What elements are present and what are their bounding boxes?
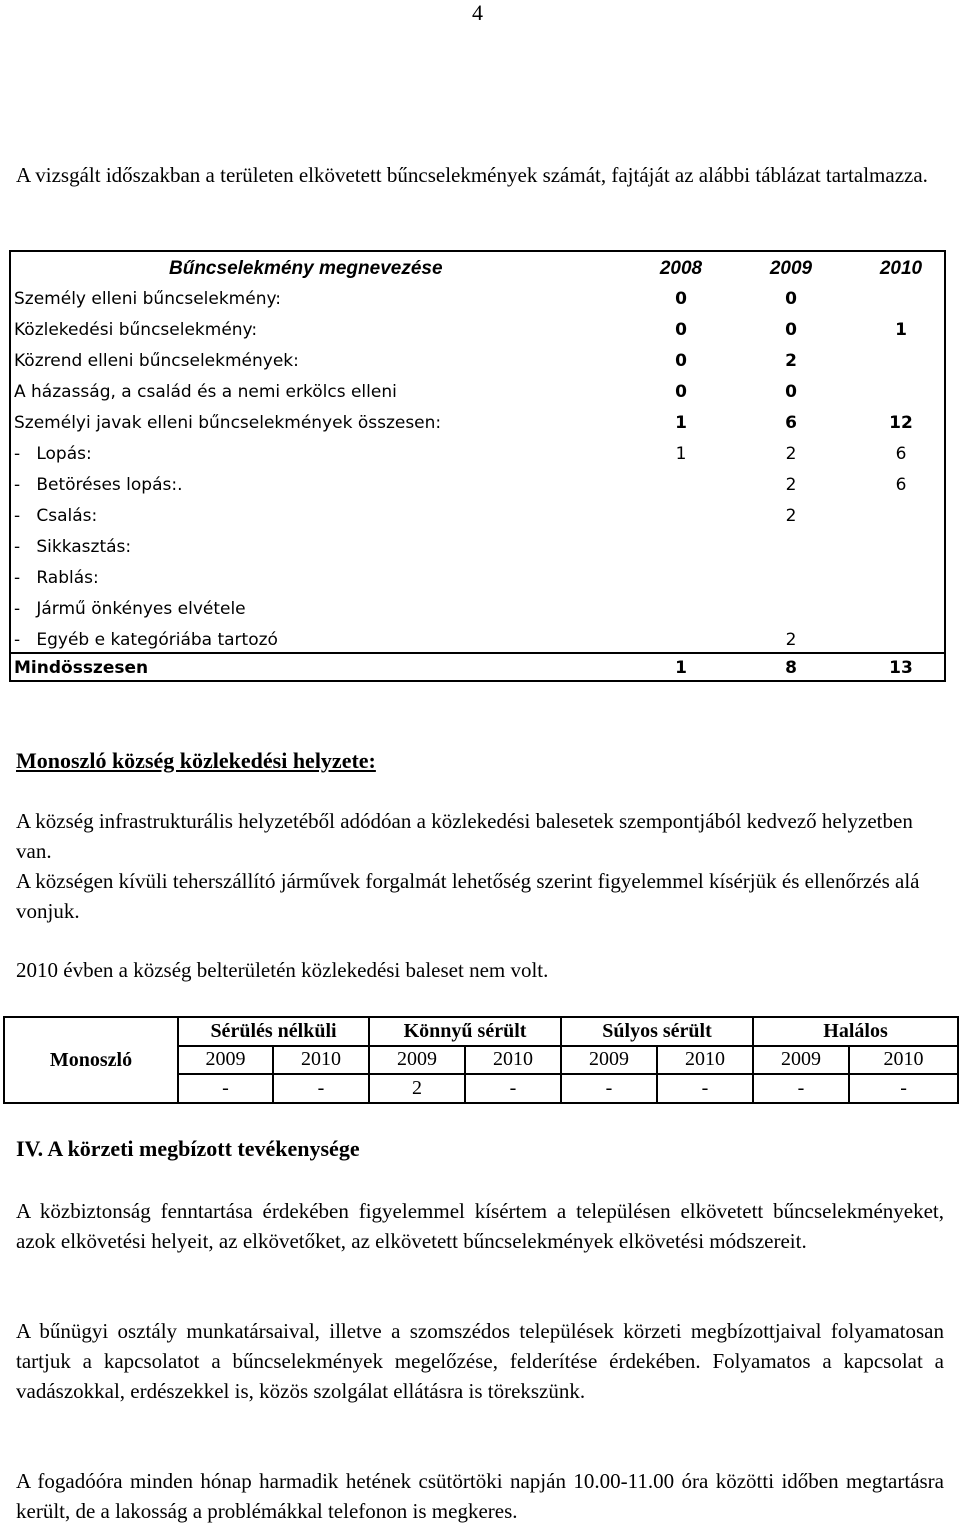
table-row — [11, 377, 944, 408]
row-name: - Egyéb e kategóriába tartozó — [14, 630, 278, 650]
table-row — [11, 346, 944, 377]
row-value-2008: 0 — [675, 351, 687, 371]
row-name: Közlekedési bűncselekmény: — [14, 320, 258, 340]
row-value-2010: 1 — [895, 320, 907, 340]
table-header-row — [11, 253, 944, 284]
value-cell: - — [561, 1074, 657, 1103]
row-name: - Jármű önkényes elvétele — [14, 599, 246, 619]
section-iv-paragraph-1: A közbiztonság fenntartása érdekében figyelemmel kísértem a településen elkövetett bűncselekményeket, azok elkövetési helyeit, az elkövetőket, az elkövetett bűncselekmények elkövetési módszereit. — [16, 1199, 944, 1253]
row-value-2008: 0 — [675, 289, 687, 309]
group-no-injury: Sérülés nélküli — [178, 1017, 369, 1046]
value-cell: - — [178, 1074, 273, 1103]
row-value-2008: 1 — [675, 413, 687, 433]
section-iv-paragraph-2: A bűnügyi osztály munkatársaival, illetve a szomszédos települések körzeti megbízottjaival folyamatosan tartjuk a kapcsolatot a bűncselekmények megelőzése, felderítése érdekében. Folyamatos a kapcsolat a vadászokkal, erdészekkel is, közös szolgálat ellátásra is törekszünk. — [16, 1319, 944, 1403]
year-cell: 2010 — [849, 1046, 958, 1075]
accident-table — [3, 1016, 959, 1104]
table-row — [11, 501, 944, 532]
row-value-2009: 2 — [785, 506, 797, 526]
table-row — [11, 594, 944, 625]
row-value-2009: 0 — [785, 382, 797, 402]
row-name: Személy elleni bűncselekmény: — [14, 289, 282, 309]
table-row — [11, 470, 944, 501]
year-cell: 2010 — [273, 1046, 369, 1075]
row-value-2010: 6 — [895, 444, 907, 464]
year-cell: 2009 — [561, 1046, 657, 1075]
value-cell: - — [273, 1074, 369, 1103]
value-cell: - — [849, 1074, 958, 1103]
total-label: Mindösszesen — [14, 658, 149, 678]
row-name: Személyi javak elleni bűncselekmények összesen: — [14, 413, 442, 433]
header-year-2009: 2009 — [769, 258, 813, 279]
row-name: - Betöréses lopás:. — [14, 475, 183, 495]
accident-row-label: Monoszló — [4, 1017, 178, 1103]
section-iv-heading: IV. A körzeti megbízott tevékenysége — [16, 1136, 360, 1161]
traffic-paragraph-1: A község infrastrukturális helyzetéből adódóan a közlekedési balesetek szempontjából kedvező helyzetben van. — [16, 809, 913, 863]
row-value-2009: 2 — [785, 630, 797, 650]
table-row — [11, 532, 944, 563]
table-total-row — [11, 652, 944, 683]
row-value-2008: 1 — [675, 444, 687, 464]
year-cell: 2010 — [465, 1046, 561, 1075]
row-value-2008: 0 — [675, 382, 687, 402]
traffic-heading: Monoszló község közlekedési helyzete: — [16, 748, 376, 773]
header-year-2010: 2010 — [879, 258, 923, 279]
section-iv-paragraph-3: A fogadóóra minden hónap harmadik hetének csütörtöki napján 10.00-11.00 óra közötti időben megtartásra került, de a lakosság a problémákkal telefonon is megkeres. — [16, 1469, 944, 1523]
table-row — [11, 563, 944, 594]
total-2010: 13 — [889, 658, 913, 678]
year-cell: 2009 — [753, 1046, 849, 1075]
intro-paragraph: A vizsgált időszakban a területen elkövetett bűncselekmények számát, fajtáját az alábbi táblázat tartalmazza. — [16, 163, 928, 187]
row-name: - Lopás: — [14, 444, 92, 464]
group-fatal: Halálos — [753, 1017, 958, 1046]
row-name: Közrend elleni bűncselekmények: — [14, 351, 299, 371]
row-value-2009: 0 — [785, 289, 797, 309]
table-row — [11, 284, 944, 315]
page-number: 4 — [472, 0, 483, 25]
header-crime-name: Bűncselekmény megnevezése — [169, 258, 443, 279]
table-row — [11, 439, 944, 470]
table-row — [11, 408, 944, 439]
row-value-2008: 0 — [675, 320, 687, 340]
table-row — [11, 315, 944, 346]
total-2008: 1 — [675, 658, 687, 678]
header-year-2008: 2008 — [659, 258, 703, 279]
row-value-2009: 6 — [785, 413, 797, 433]
row-value-2009: 2 — [785, 444, 797, 464]
total-2009: 8 — [785, 658, 797, 678]
value-cell: - — [465, 1074, 561, 1103]
row-name: - Csalás: — [14, 506, 98, 526]
row-value-2009: 2 — [785, 351, 797, 371]
year-cell: 2010 — [657, 1046, 753, 1075]
value-cell: - — [657, 1074, 753, 1103]
year-cell: 2009 — [369, 1046, 465, 1075]
crime-statistics-table — [9, 250, 946, 682]
year-cell: 2009 — [178, 1046, 273, 1075]
value-cell: 2 — [369, 1074, 465, 1103]
row-value-2009: 0 — [785, 320, 797, 340]
row-name: - Rablás: — [14, 568, 99, 588]
traffic-paragraph-2: A községen kívüli teherszállító járművek forgalmát lehetőség szerint figyelemmel kísérjük és ellenőrzés alá vonjuk. — [16, 869, 920, 923]
traffic-paragraph-3: 2010 évben a község belterületén közlekedési baleset nem volt. — [16, 958, 549, 982]
row-name: - Sikkasztás: — [14, 537, 132, 557]
group-light-injury: Könnyű sérült — [369, 1017, 561, 1046]
group-serious-injury: Súlyos sérült — [561, 1017, 753, 1046]
row-value-2009: 2 — [785, 475, 797, 495]
row-value-2010: 6 — [895, 475, 907, 495]
value-cell: - — [753, 1074, 849, 1103]
row-value-2010: 12 — [889, 413, 913, 433]
row-name: A házasság, a család és a nemi erkölcs elleni — [14, 382, 397, 402]
